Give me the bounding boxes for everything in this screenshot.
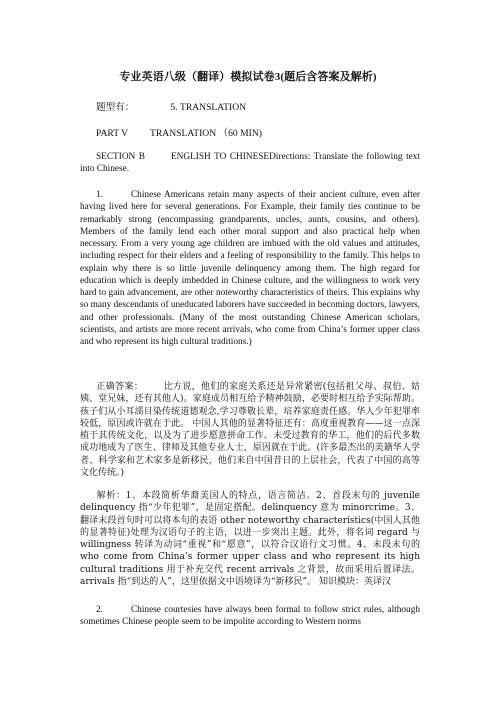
section-heading [80,151,420,176]
analysis-block [80,490,420,588]
part-title: TRANSLATION （60 MIN) [150,128,262,139]
document-title: 专业英语八级（翻译）模拟试卷3(题后含答案及解析) [119,71,377,83]
part-heading [96,125,262,139]
question-1-number: 1. [96,190,103,200]
answer-text: 比方说，他们的家庭关系还是异常紧密(包括祖父母、叔伯、姑姨、堂兄妹，还有其他人)。家庭成员相互给予精神鼓励，必要时相互给予实际帮助。孩子们从小耳濡目染传统道德观念,学习尊敬长辈，培养家庭责任感。华人少年犯罪率较低，原因或许就在于此。 中国人其他的显著特征还有：高度重视教育——这一点深植于其传统文化，以及为了进步愿意拼命工作。未受过教育的华工，他们的后代多数成功地成为了医生、律师及其他专业人士，原因就在于此。(许多最杰出的美籍华人学者、科学家和艺术家多是新移民，他们来自中国昔日的上层社会，代表了中国的高等文化传统。) [80,382,420,479]
section-label: SECTION B [96,152,145,162]
knowledge-module-label: 知识模块：英译汉 [318,577,391,588]
analysis-label: 解析： [96,491,126,501]
answer-block [80,381,420,479]
question-1-text: Chinese Americans retain many aspects of their ancient culture, even after having lived here for several generations. For Example, their family ties continue to be remarkably strong (encompassing grandparents, uncles, aunts, cousins, and others). Members of the family lend each other moral support and also practical help when necessary. From a very young age children are imbued with the old values and attitudes, including respect for their elders and a feeling of responsibility to the family. This helps to explain why there is so little juvenile delinquency among them. The high regard for education which is deeply imbedded in Chinese culture, and the willingness to work very hard to gain advancement, are other noteworthy characteristics of theirs. This explains why so many descendants of uneducated laborers have succeeded in becoming doctors, lawyers, and other professionals. (Many of the most outstanding Chinese American scholars, scientists, and artists are more recent arrivals, who come from China’s former upper class and who represent its high cultural traditions.) [80,190,420,347]
part-label: PART V [96,128,129,139]
question-1 [80,189,420,348]
question-2 [80,604,420,629]
question-type-label: 题型有： [96,102,135,113]
question-type-line [96,99,246,113]
analysis-text: 1、本段简析华裔美国人的特点，语言简洁。2、首段末句的 juvenile delinquency 指“少年犯罪”，是固定搭配。delinquency 意为 minorcrime。3、翻译末段首句时可以将本句的表语 other noteworthy characteristics(中国人其他的显著特征)处理为汉语句子的主语，以进一步突出主题。此外，将名词 regard 与 willingness 转译为动词“重视”和“愿意”，以符合汉语行文习惯。4、末段末句的 who come from China’s former upper class and who represent its high cultural traditions 用于补充交代 recent arrivals 之背景，故而采用后置译法。arrivals 指“到达的人”，这里依据文中语境译为“新移民”。 [80,491,420,588]
question-type-value: 5. TRANSLATION [170,102,247,113]
answer-label: 正确答案： [96,382,144,392]
section-intro: ENGLISH TO CHINESEDirections: Translate the following text into Chinese. [80,152,421,175]
question-2-number: 2. [96,605,103,615]
question-2-text: Chinese courtesies have always been formal to follow strict rules, although sometimes Chinese people seem to be impolite according to Western norms [80,605,420,628]
